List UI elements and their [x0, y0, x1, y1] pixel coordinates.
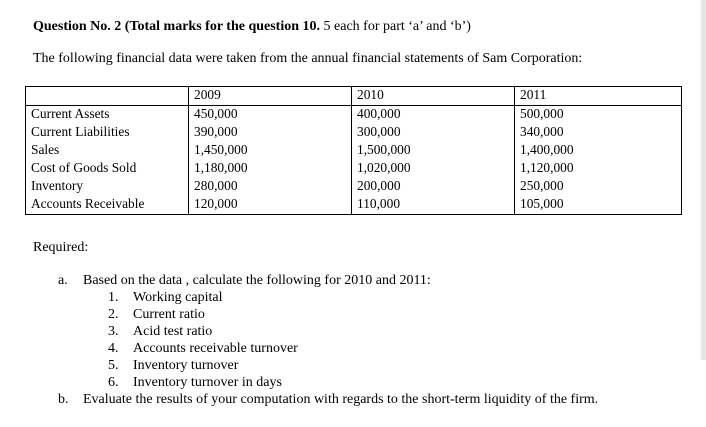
cell-2011: 250,000 — [515, 178, 682, 196]
cell-2011: 500,000 — [515, 106, 682, 125]
cell-2009: 280,000 — [189, 178, 352, 196]
list-item-text: Working capital — [133, 290, 223, 305]
list-item-number: 2. — [108, 307, 119, 322]
row-label: Accounts Receivable — [26, 196, 189, 215]
list-item-text: Accounts receivable turnover — [133, 341, 298, 356]
cell-2009: 120,000 — [189, 196, 352, 215]
cell-2009: 1,450,000 — [189, 142, 352, 160]
header-cell: 2010 — [352, 87, 515, 106]
part-b-marker: b. — [58, 392, 69, 407]
table-row — [26, 160, 682, 178]
header-cell: 2011 — [515, 87, 682, 106]
part-b-text: Evaluate the results of your computation with regards to the short-term liquidity of the firm. — [83, 392, 599, 407]
required-heading: Required: — [33, 240, 89, 255]
cell-2009: 390,000 — [189, 124, 352, 142]
part-a-items — [108, 289, 598, 391]
table-row — [26, 196, 682, 215]
part-a-text: Based on the data , calculate the following for 2010 and 2011: — [83, 273, 431, 288]
row-label: Inventory — [26, 178, 189, 196]
row-label: Sales — [26, 142, 189, 160]
header-cell: 2009 — [189, 87, 352, 106]
table-row — [26, 124, 682, 142]
header-cell — [26, 87, 189, 106]
list-item — [108, 357, 598, 374]
table-row — [26, 178, 682, 196]
list-item-number: 4. — [108, 341, 119, 356]
list-item-text: Inventory turnover — [133, 358, 239, 373]
list-item-text: Acid test ratio — [133, 324, 213, 339]
list-item — [108, 374, 598, 391]
list-item-number: 3. — [108, 324, 119, 339]
cell-2009: 450,000 — [189, 106, 352, 125]
cell-2010: 400,000 — [352, 106, 515, 125]
question-heading-rest: 5 each for part ‘a’ and ‘b’) — [320, 19, 471, 34]
required-parts — [58, 272, 598, 408]
list-item — [108, 306, 598, 323]
part-a — [58, 272, 598, 289]
cell-2010: 1,500,000 — [352, 142, 515, 160]
list-item-text: Inventory turnover in days — [133, 375, 282, 390]
list-item — [108, 289, 598, 306]
list-item — [108, 340, 598, 357]
part-a-marker: a. — [58, 273, 68, 288]
row-label: Cost of Goods Sold — [26, 160, 189, 178]
cell-2010: 300,000 — [352, 124, 515, 142]
row-label: Current Liabilities — [26, 124, 189, 142]
intro-text: The following financial data were taken from the annual financial statements of Sam Corporation: — [33, 51, 583, 66]
table-row — [26, 106, 682, 125]
cell-2010: 110,000 — [352, 196, 515, 215]
part-b — [58, 391, 598, 408]
cell-2009: 1,180,000 — [189, 160, 352, 178]
list-item — [108, 323, 598, 340]
vertical-scrollbar[interactable] — [701, 0, 706, 360]
cell-2011: 340,000 — [515, 124, 682, 142]
cell-2010: 200,000 — [352, 178, 515, 196]
table-row — [26, 142, 682, 160]
list-item-text: Current ratio — [133, 307, 205, 322]
cell-2011: 1,120,000 — [515, 160, 682, 178]
cell-2011: 105,000 — [515, 196, 682, 215]
list-item-number: 6. — [108, 375, 119, 390]
cell-2011: 1,400,000 — [515, 142, 682, 160]
table-header-row — [26, 87, 682, 106]
cell-2010: 1,020,000 — [352, 160, 515, 178]
list-item-number: 1. — [108, 290, 119, 305]
row-label: Current Assets — [26, 106, 189, 125]
question-heading-bold: Question No. 2 (Total marks for the question 10. — [33, 19, 321, 34]
list-item-number: 5. — [108, 358, 119, 373]
financial-data-table — [25, 86, 682, 215]
question-heading — [33, 19, 471, 35]
